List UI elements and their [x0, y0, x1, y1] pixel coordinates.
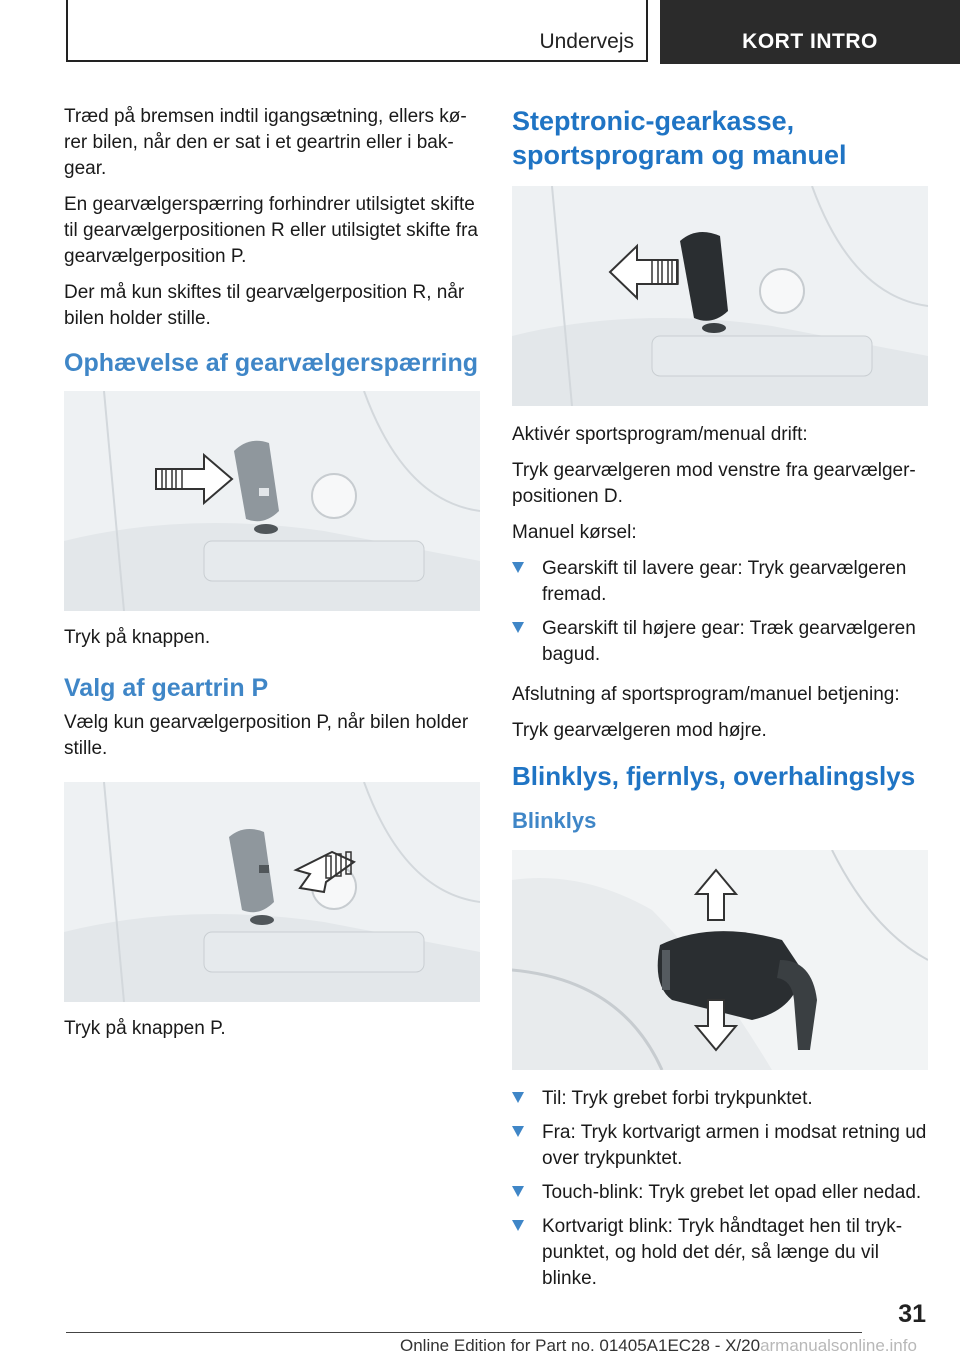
heading-steptronic: Steptronic-gearkasse, sportsprogram og manuel — [512, 106, 847, 170]
paragraph-push-left: Tryk gearvælgeren mod venstre fra gearvælger-positionen D. — [512, 460, 916, 507]
list-item: Gearskift til højere gear: Træk gearvælgeren bagud. — [512, 616, 928, 668]
paragraph-lock-info: En gearvælgerspærring forhindrer utilsigtet skifte til gearvælgerpositionen R eller utilsigtet skifte fra gearvælgerposition P. — [64, 194, 478, 267]
bullet-triangle-icon — [512, 622, 524, 633]
paragraph-end-sport: Afslutning af sportsprogram/manuel betjening: — [512, 684, 900, 705]
paragraph-manual: Manuel kørsel: — [512, 522, 637, 543]
bullet-triangle-icon — [512, 1220, 524, 1231]
bullet-triangle-icon — [512, 1092, 524, 1103]
list-item: Kortvarigt blink: Tryk håndtaget hen til tryk-punktet, og hold det dér, så længe du vil blinke. — [512, 1214, 928, 1292]
left-column — [64, 104, 480, 1052]
bullet-triangle-icon — [512, 562, 524, 573]
list-item: Gearskift til lavere gear: Tryk gearvælgeren fremad. — [512, 556, 928, 608]
paragraph-shift-r: Der må kun skiftes til gearvælgerposition R, når bilen holder stille. — [64, 282, 465, 329]
bullet-triangle-icon — [512, 1186, 524, 1197]
gear-selector-illustration — [64, 391, 480, 611]
paragraph-push-right: Tryk gearvælgeren mod højre. — [512, 720, 767, 741]
bullet-triangle-icon — [512, 1126, 524, 1137]
header-section-tab — [66, 0, 648, 62]
figure-turn-signal — [512, 850, 928, 1070]
heading-unlock: Ophævelse af gearvælgerspærring — [64, 349, 479, 377]
paragraph-activate-sport: Aktivér sportsprogram/menual drift: — [512, 424, 808, 445]
footer-watermark: armanualsonline.info — [760, 1336, 917, 1355]
gear-selector-illustration-sport — [512, 186, 928, 406]
paragraph-park: Vælg kun gearvælgerposition P, når bilen holder stille. — [64, 712, 469, 759]
caption-park: Tryk på knappen P. — [64, 1018, 226, 1039]
header-chapter-tab — [660, 0, 960, 64]
list-turn-signal — [512, 1086, 928, 1292]
page-number: 31 — [898, 1300, 926, 1328]
turn-signal-lever-illustration — [512, 850, 928, 1070]
footer-divider — [66, 1332, 862, 1333]
list-item: Til: Tryk grebet forbi trykpunktet. — [512, 1086, 928, 1112]
heading-park: Valg af geartrin P — [64, 674, 269, 702]
heading-blinklys-main: Blinklys, fjernlys, overhalingslys — [512, 761, 916, 791]
caption-unlock: Tryk på knappen. — [64, 627, 211, 648]
list-manual-shifting — [512, 556, 928, 668]
figure-sport-mode — [512, 186, 928, 406]
figure-park-button — [64, 782, 480, 1002]
paragraph-brake: Træd på bremsen indtil igangsætning, ellers kø-rer bilen, når den er sat i et geartrin eller i bak-gear. — [64, 106, 467, 179]
figure-unlock-button — [64, 391, 480, 611]
header-section-title: Undervejs — [539, 30, 634, 53]
footer-edition — [400, 1336, 917, 1356]
gear-selector-illustration-p — [64, 782, 480, 1002]
list-item: Touch-blink: Tryk grebet let opad eller nedad. — [512, 1180, 928, 1206]
heading-blinklys: Blinklys — [512, 808, 597, 833]
list-item: Fra: Tryk kortvarigt armen i modsat retning ud over trykpunktet. — [512, 1120, 928, 1172]
footer-edition-text: Online Edition for Part no. 01405A1EC28 - X/20 — [400, 1336, 761, 1355]
right-column — [512, 104, 928, 1302]
header-chapter-title: KORT INTRO — [742, 30, 878, 53]
